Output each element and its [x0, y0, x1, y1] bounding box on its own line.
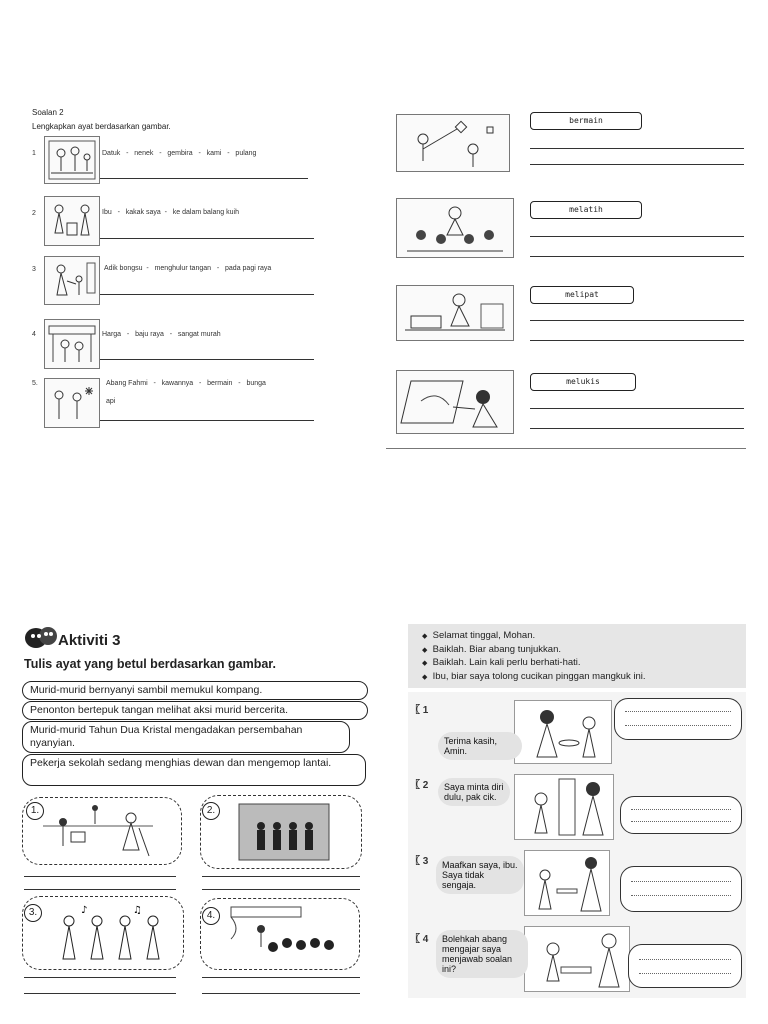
choir-icon	[200, 795, 362, 869]
item-text: Datuk - nenek - gembira - kami - pulang	[102, 150, 257, 157]
answer-line[interactable]	[202, 993, 360, 994]
svg-text:♪: ♪	[81, 905, 88, 916]
kompang-icon	[22, 896, 184, 970]
mother-son-icon	[514, 700, 612, 764]
dialog-number: 〖 1	[410, 705, 429, 716]
dialog-number: 〖 4	[410, 934, 429, 945]
answer-line[interactable]	[530, 256, 744, 257]
instruction-text: Tulis ayat yang betul berdasarkan gambar.	[24, 657, 276, 671]
door-icon	[514, 774, 614, 840]
answer-line[interactable]	[100, 420, 314, 421]
speech-bubble: Maafkan saya, ibu. Saya tidak sengaja.	[436, 856, 524, 894]
answer-bubble[interactable]	[614, 698, 742, 740]
item-text: Abang Fahmi - kawannya - bermain - bunga	[106, 380, 266, 387]
dialog-number: 〖 3	[410, 856, 429, 867]
picture-number: 2.	[202, 802, 220, 820]
word-box: bermain	[530, 112, 642, 130]
picture-number: 1.	[26, 802, 44, 820]
word-box: melatih	[530, 201, 642, 219]
activity-icon	[24, 624, 58, 655]
item-number: 1	[32, 150, 36, 157]
option-item: ◆ Selamat tinggal, Mohan.	[422, 630, 536, 641]
item-number: 2	[32, 210, 36, 217]
training-icon	[396, 198, 514, 258]
answer-bubble[interactable]	[620, 866, 742, 912]
item-number: 4	[32, 331, 36, 338]
picture-number: 3.	[24, 904, 42, 922]
sentence-box: Pekerja sekolah sedang menghias dewan dan mengemop lantai.	[22, 754, 366, 786]
answer-line[interactable]	[24, 889, 176, 890]
option-item: ◆ Ibu, biar saya tolong cucikan pinggan mangkuk ini.	[422, 670, 646, 682]
kitchen-icon	[44, 196, 100, 246]
answer-line[interactable]	[530, 320, 744, 321]
sentence-box: Murid-murid bernyanyi sambil memukul kompang.	[22, 681, 368, 700]
option-item: ◆ Baiklah. Lain kali perlu berhati-hati.	[422, 657, 581, 668]
market-icon	[44, 319, 100, 369]
divider	[386, 448, 746, 449]
kite-play-icon	[396, 114, 510, 172]
fireworks-icon	[44, 378, 100, 428]
answer-line[interactable]	[100, 238, 314, 239]
greeting-icon	[44, 256, 100, 305]
item-number: 3	[32, 266, 36, 273]
item-number: 5.	[32, 380, 38, 387]
speech-bubble: Terima kasih, Amin.	[438, 732, 522, 760]
option-item: ◆ Baiklah. Biar abang tunjukkan.	[422, 643, 562, 655]
answer-line[interactable]	[202, 977, 360, 978]
instruction-text: Lengkapkan ayat berdasarkan gambar.	[32, 122, 171, 131]
svg-text:♫: ♫	[133, 905, 142, 916]
answer-line[interactable]	[530, 428, 744, 429]
answer-line[interactable]	[24, 993, 176, 994]
sentence-box: Murid-murid Tahun Dua Kristal mengadakan persembahan nyanyian.	[22, 721, 350, 753]
homework-icon	[524, 926, 630, 992]
hall-cleaning-icon	[22, 797, 182, 865]
activity-title: Aktiviti 3	[58, 632, 121, 649]
answer-line[interactable]	[530, 164, 744, 165]
item-text: Ibu - kakak saya - ke dalam balang kuih	[102, 209, 239, 216]
item-text-continued: api	[106, 398, 116, 405]
answer-line[interactable]	[530, 236, 744, 237]
sentence-box: Penonton bertepuk tangan melihat aksi murid bercerita.	[22, 701, 368, 720]
answer-line[interactable]	[202, 889, 360, 890]
painting-icon	[396, 370, 514, 434]
options-panel	[408, 624, 746, 688]
answer-line[interactable]	[530, 148, 744, 149]
word-box: melipat	[530, 286, 634, 304]
answer-line[interactable]	[530, 408, 744, 409]
picture-number: 4.	[202, 907, 220, 925]
family-icon	[44, 136, 100, 184]
answer-line[interactable]	[202, 876, 360, 877]
item-text: Adik bongsu - menghulur tangan - pada pagi raya	[104, 265, 272, 272]
speech-bubble: Bolehkah abang mengajar saya menjawab soalan ini?	[436, 930, 528, 978]
section-title: Soalan 2	[32, 108, 64, 117]
answer-line[interactable]	[24, 876, 176, 877]
broken-plate-icon	[524, 850, 610, 916]
answer-line[interactable]	[100, 294, 314, 295]
dialog-number: 〖 2	[410, 780, 429, 791]
answer-line[interactable]	[24, 977, 176, 978]
item-text: Harga - baju raya - sangat murah	[102, 331, 221, 338]
folding-icon	[396, 285, 514, 341]
answer-bubble[interactable]	[620, 796, 742, 834]
answer-line[interactable]	[100, 359, 314, 360]
audience-icon	[200, 898, 360, 970]
answer-line[interactable]	[100, 178, 308, 179]
answer-bubble[interactable]	[628, 944, 742, 988]
speech-bubble: Saya minta diri dulu, pak cik.	[438, 778, 510, 806]
word-box: melukis	[530, 373, 636, 391]
answer-line[interactable]	[530, 340, 744, 341]
